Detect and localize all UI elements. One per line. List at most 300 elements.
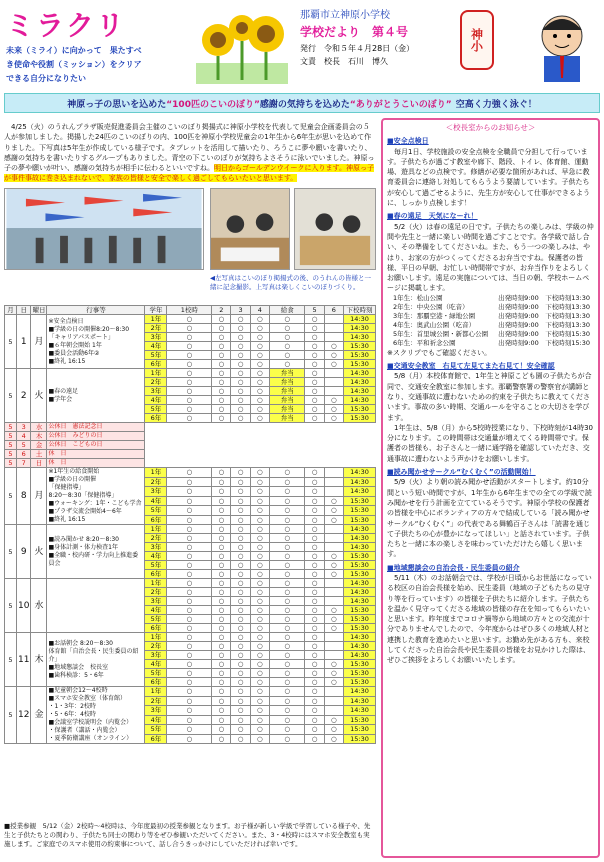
period-cell bbox=[324, 477, 343, 487]
lunch-cell: ○ bbox=[269, 669, 305, 678]
period-cell: ○ bbox=[250, 468, 269, 478]
day-cell: 8 bbox=[17, 468, 31, 525]
month-cell: 5 bbox=[5, 525, 17, 579]
period-cell: ○ bbox=[250, 414, 269, 423]
period-cell: ○ bbox=[324, 570, 343, 579]
event-cell bbox=[47, 579, 145, 633]
period-cell: ○ bbox=[231, 324, 250, 333]
period-cell: ○ bbox=[231, 315, 250, 324]
lunch-cell: ○ bbox=[269, 342, 305, 351]
dismissal-time-cell: 15:30 bbox=[344, 660, 376, 669]
period-cell: ○ bbox=[231, 369, 250, 378]
period-cell: ○ bbox=[167, 414, 212, 423]
period-cell: ○ bbox=[231, 496, 250, 506]
period-cell: ○ bbox=[231, 525, 250, 534]
grade-cell: 1年 bbox=[145, 369, 167, 378]
lunch-cell: ○ bbox=[269, 515, 305, 525]
period-cell: ○ bbox=[212, 333, 231, 342]
period-cell: ○ bbox=[167, 405, 212, 414]
grade-cell: 2年 bbox=[145, 588, 167, 597]
schedule-table bbox=[4, 305, 376, 744]
period-cell: ○ bbox=[231, 506, 250, 516]
period-cell: ○ bbox=[212, 468, 231, 478]
issue-info bbox=[300, 6, 450, 86]
period-cell: ○ bbox=[212, 706, 231, 716]
list-item: 1年生：松山公園 出発時刻9:00 下校時刻13:30 bbox=[393, 293, 590, 302]
period-cell bbox=[324, 543, 343, 552]
period-cell: ○ bbox=[250, 487, 269, 497]
dismissal-time-cell: 15:30 bbox=[344, 405, 376, 414]
period-cell: ○ bbox=[250, 496, 269, 506]
event-cell: ※安全点検日 ■学級の日の開催8:20〜8:30 「キャリアパスポート」 ■６年朝会開始 1年 ■委員会活動6年② ■終礼 16:15 bbox=[47, 315, 145, 369]
period-cell: ○ bbox=[167, 597, 212, 606]
period-cell bbox=[324, 468, 343, 478]
weekday-cell: 木 bbox=[31, 633, 47, 687]
period-cell: ○ bbox=[324, 606, 343, 615]
lunch-cell: ○ bbox=[269, 552, 305, 561]
period-cell: ○ bbox=[250, 405, 269, 414]
period-cell: ○ bbox=[167, 315, 212, 324]
period-cell: ○ bbox=[324, 414, 343, 423]
lunch-cell: ○ bbox=[269, 315, 305, 324]
period-cell: ○ bbox=[212, 477, 231, 487]
dismissal-time-cell: 14:30 bbox=[344, 706, 376, 716]
notice-paragraph: 5/9（火）より朝の読み聞かせ活動がスタートします。約10分間という短い時間ですが、1年生から6年生までの全ての学級で読み聞かせを行う計画を立てているそうです。神原小学校の保護者の皆様を中心にボランティアの方々で結成している「読み聞かせサークル“むくむく”」の代表である舞鶴百子さんは「読書を通じて子供たちの心が豊かになってほしい」と話されています。子供たちと一緒に本の楽しさを味わっていただけたら嬉しく思います。 bbox=[387, 478, 592, 559]
period-cell bbox=[324, 579, 343, 588]
tagline: 未来（ミライ）に向かって 果たすべ き使命や役割（ミッション）をクリア できる自分になりたい bbox=[6, 46, 142, 83]
period-cell: ○ bbox=[167, 678, 212, 687]
period-cell: ○ bbox=[231, 378, 250, 387]
period-cell: ○ bbox=[167, 369, 212, 378]
period-cell: ○ bbox=[231, 351, 250, 360]
holiday-row: 5 6 土 休 日 bbox=[5, 450, 376, 459]
period-cell: ○ bbox=[324, 624, 343, 633]
school-seal: 神小 bbox=[460, 10, 494, 70]
period-cell: ○ bbox=[250, 396, 269, 405]
lunch-cell: ○ bbox=[269, 588, 305, 597]
period-cell: ○ bbox=[167, 651, 212, 660]
dismissal-time-cell: 15:30 bbox=[344, 506, 376, 516]
period-cell: ○ bbox=[250, 570, 269, 579]
period-cell: ○ bbox=[305, 468, 324, 478]
day-cell: 9 bbox=[17, 525, 31, 579]
period-cell: ○ bbox=[167, 496, 212, 506]
period-cell: ○ bbox=[212, 369, 231, 378]
period-cell bbox=[324, 696, 343, 706]
dismissal-time-cell: 14:30 bbox=[344, 543, 376, 552]
lunch-cell: ○ bbox=[269, 642, 305, 651]
period-cell: ○ bbox=[231, 715, 250, 725]
period-cell: ○ bbox=[250, 588, 269, 597]
lunch-cell: ○ bbox=[269, 534, 305, 543]
lunch-cell: ○ bbox=[269, 525, 305, 534]
period-cell: ○ bbox=[305, 651, 324, 660]
period-cell: ○ bbox=[305, 687, 324, 697]
dismissal-time-cell: 15:30 bbox=[344, 351, 376, 360]
day-cell: 1 bbox=[17, 315, 31, 369]
period-cell: ○ bbox=[167, 687, 212, 697]
classroom-photo bbox=[294, 188, 376, 270]
period-cell: ○ bbox=[212, 597, 231, 606]
period-cell: ○ bbox=[324, 678, 343, 687]
period-cell: ○ bbox=[231, 725, 250, 735]
period-cell: ○ bbox=[250, 606, 269, 615]
grade-cell: 3年 bbox=[145, 487, 167, 497]
period-cell: ○ bbox=[231, 579, 250, 588]
table-row bbox=[5, 579, 376, 588]
table-row bbox=[5, 525, 376, 534]
weekday-cell: 月 bbox=[31, 315, 47, 369]
notice-paragraph: 5/2（火）は春の遠足の日です。子供たちの楽しみは、学級の仲間や先生と一緒に楽しい時間を過ごすことです。各学級で話し合い、その準備をしてくださいね。また、もう一つの楽しみは、やはり、お家の方がつくってくださるお弁当ですね。保護者の皆様、平日の早朝、お忙しい時間帯ですが、お弁当作りをよろしくお願いします。遠足の実施については、当日の朝、学校ホームページに掲載します。 bbox=[387, 222, 594, 293]
period-cell: ○ bbox=[167, 725, 212, 735]
period-cell: ○ bbox=[305, 487, 324, 497]
grade-cell: 6年 bbox=[145, 360, 167, 369]
lunch-cell: ○ bbox=[269, 543, 305, 552]
period-cell: ○ bbox=[250, 633, 269, 642]
notice-heading: ■春の遠足 天気になーれ！ bbox=[387, 212, 478, 221]
period-cell: ○ bbox=[305, 405, 324, 414]
issue-title: 学校だより 第４号 bbox=[300, 25, 409, 39]
period-cell: ○ bbox=[212, 525, 231, 534]
period-cell: ○ bbox=[231, 706, 250, 716]
period-cell: ○ bbox=[324, 396, 343, 405]
dismissal-time-cell: 14:30 bbox=[344, 477, 376, 487]
period-cell: ○ bbox=[212, 342, 231, 351]
grade-cell: 5年 bbox=[145, 351, 167, 360]
period-cell: ○ bbox=[250, 387, 269, 396]
dismissal-time-cell: 15:30 bbox=[344, 669, 376, 678]
period-cell: ○ bbox=[305, 369, 324, 378]
period-cell: ○ bbox=[305, 351, 324, 360]
grade-cell: 2年 bbox=[145, 324, 167, 333]
dismissal-time-cell: 15:30 bbox=[344, 552, 376, 561]
period-cell: ○ bbox=[212, 660, 231, 669]
period-cell: ○ bbox=[212, 651, 231, 660]
issue-date: 発行 令和５年４月28日（金） bbox=[300, 44, 415, 53]
period-cell: ○ bbox=[167, 588, 212, 597]
lunch-cell: ○ bbox=[269, 506, 305, 516]
period-cell: ○ bbox=[324, 496, 343, 506]
period-cell: ○ bbox=[231, 333, 250, 342]
dismissal-time-cell: 14:30 bbox=[344, 534, 376, 543]
list-item: 4年生：奥武山公園（吃音） 出発時刻9:00 下校時刻13:30 bbox=[393, 320, 590, 329]
period-cell: ○ bbox=[250, 624, 269, 633]
grade-cell: 4年 bbox=[145, 342, 167, 351]
principal-mascot-icon bbox=[530, 8, 594, 84]
period-cell bbox=[324, 387, 343, 396]
period-cell: ○ bbox=[212, 360, 231, 369]
period-cell: ○ bbox=[305, 660, 324, 669]
period-cell: ○ bbox=[231, 633, 250, 642]
period-cell: ○ bbox=[167, 734, 212, 744]
grade-cell: 4年 bbox=[145, 396, 167, 405]
dismissal-time-cell: 14:30 bbox=[344, 487, 376, 497]
dismissal-time-cell: 14:30 bbox=[344, 651, 376, 660]
grade-cell: 3年 bbox=[145, 706, 167, 716]
notice-paragraph: 1年生は、5/8（月）から5校時授業になり、下校時刻が14時30分になります。この時間帯は交通量が増えてくる時間帯です。保護者の皆様も、お子さんと一緒に通学路を確認していただき、交通事故に遭わないよう声かけをお願いします。 bbox=[387, 423, 593, 463]
grade-cell: 6年 bbox=[145, 414, 167, 423]
dismissal-time-cell: 15:30 bbox=[344, 678, 376, 687]
notices-body bbox=[387, 136, 594, 665]
period-cell: ○ bbox=[167, 669, 212, 678]
dismissal-time-cell: 15:30 bbox=[344, 624, 376, 633]
header bbox=[0, 0, 604, 90]
period-cell bbox=[324, 378, 343, 387]
notice-heading: ■読み聞かせサークル“むくむく”の活動開始！ bbox=[387, 468, 536, 477]
period-cell: ○ bbox=[231, 561, 250, 570]
dismissal-time-cell: 15:30 bbox=[344, 734, 376, 744]
period-cell: ○ bbox=[250, 315, 269, 324]
month-cell: 5 bbox=[5, 687, 17, 744]
period-cell: ○ bbox=[305, 543, 324, 552]
period-cell: ○ bbox=[305, 534, 324, 543]
period-cell: ○ bbox=[250, 715, 269, 725]
month-cell: 5 bbox=[5, 579, 17, 633]
lunch-cell: ○ bbox=[269, 561, 305, 570]
period-cell: ○ bbox=[305, 387, 324, 396]
sunflower-illustration bbox=[196, 8, 288, 84]
grade-cell: 4年 bbox=[145, 660, 167, 669]
period-cell: ○ bbox=[231, 405, 250, 414]
grade-cell: 2年 bbox=[145, 378, 167, 387]
period-cell: ○ bbox=[250, 552, 269, 561]
dismissal-time-cell: 14:30 bbox=[344, 588, 376, 597]
grade-cell: 3年 bbox=[145, 651, 167, 660]
period-cell: ○ bbox=[231, 687, 250, 697]
period-cell: ○ bbox=[231, 487, 250, 497]
period-cell: ○ bbox=[250, 561, 269, 570]
holiday-safety-note: 明日からゴールデンウイークに入ります。神原っ子が事件事故に巻き込まれないで、家族の皆様と安全で楽しく過ごしてもらいたいと思います。 bbox=[4, 164, 374, 183]
period-cell: ○ bbox=[324, 405, 343, 414]
notice-paragraph: 5/8（月）本校体育館で、1年生と神原こども園の子供たちが合同で、交通安全教室に参加します。那覇警察署の警察官が講師となり、交通事故に遭わないための約束を子供たちに教えてくださいます。事故の多い時期、交通ルールを守ることの大切さを学びます。 bbox=[387, 372, 592, 422]
period-cell: ○ bbox=[324, 715, 343, 725]
schedule-header-row: 月 日 曜日 行事等 学年 1校時 2 3 4 給食 5 6 下校時刻 bbox=[5, 306, 376, 315]
period-cell: ○ bbox=[305, 734, 324, 744]
period-cell: ○ bbox=[212, 696, 231, 706]
holiday-name: 休 日 bbox=[47, 459, 145, 468]
period-cell: ○ bbox=[250, 669, 269, 678]
dismissal-time-cell: 14:30 bbox=[344, 579, 376, 588]
period-cell: ○ bbox=[250, 342, 269, 351]
lunch-cell: ○ bbox=[269, 696, 305, 706]
grade-cell: 1年 bbox=[145, 468, 167, 478]
period-cell: ○ bbox=[250, 579, 269, 588]
period-cell: ○ bbox=[231, 570, 250, 579]
period-cell bbox=[324, 534, 343, 543]
notice-heading: ■地域懇談会の自治会長・民生委員の紹介 bbox=[387, 563, 520, 572]
grade-cell: 6年 bbox=[145, 734, 167, 744]
period-cell bbox=[324, 324, 343, 333]
table-row bbox=[5, 633, 376, 642]
period-cell: ○ bbox=[324, 506, 343, 516]
period-cell: ○ bbox=[305, 597, 324, 606]
lunch-cell: ○ bbox=[269, 606, 305, 615]
period-cell: ○ bbox=[305, 414, 324, 423]
weekday-cell: 火 bbox=[31, 525, 47, 579]
dismissal-time-cell: 15:30 bbox=[344, 606, 376, 615]
period-cell bbox=[324, 333, 343, 342]
period-cell: ○ bbox=[231, 534, 250, 543]
period-cell: ○ bbox=[250, 351, 269, 360]
dismissal-time-cell: 14:30 bbox=[344, 468, 376, 478]
table-row bbox=[5, 687, 376, 697]
notice-paragraph: 毎月1日、学校施設の安全点検を全職員で分担して行っています。子供たちが過ごす教室や廊下、階段、トイレ、体育館、運動場、遊具などの点検です。修繕が必要な箇所があれば、早急に教育委員会に連絡し対処してもらうよう要請しています。子供たちが安心して過ごせるように、先生方が安心して仕事ができるように、しっかり点検します！ bbox=[387, 147, 590, 208]
period-cell: ○ bbox=[212, 534, 231, 543]
period-cell: ○ bbox=[212, 734, 231, 744]
period-cell: ○ bbox=[250, 515, 269, 525]
dismissal-time-cell: 15:30 bbox=[344, 715, 376, 725]
grade-cell: 4年 bbox=[145, 496, 167, 506]
period-cell: ○ bbox=[231, 615, 250, 624]
period-cell: ○ bbox=[231, 660, 250, 669]
lunch-cell: ○ bbox=[269, 624, 305, 633]
table-row bbox=[5, 468, 376, 478]
lunch-cell: ○ bbox=[269, 651, 305, 660]
period-cell: ○ bbox=[167, 525, 212, 534]
lunch-cell: ○ bbox=[269, 570, 305, 579]
lunch-cell: ○ bbox=[269, 715, 305, 725]
holiday-name: 公休日 憲法記念日 bbox=[47, 423, 145, 432]
period-cell: ○ bbox=[167, 378, 212, 387]
period-cell: ○ bbox=[305, 552, 324, 561]
period-cell: ○ bbox=[250, 725, 269, 735]
period-cell: ○ bbox=[231, 651, 250, 660]
period-cell: ○ bbox=[305, 642, 324, 651]
period-cell: ○ bbox=[250, 734, 269, 744]
lunch-cell: ○ bbox=[269, 579, 305, 588]
day-cell: 12 bbox=[17, 687, 31, 744]
table-row bbox=[5, 315, 376, 324]
dismissal-time-cell: 14:30 bbox=[344, 642, 376, 651]
grade-cell: 3年 bbox=[145, 597, 167, 606]
period-cell: ○ bbox=[212, 552, 231, 561]
dismissal-time-cell: 15:30 bbox=[344, 342, 376, 351]
table-row bbox=[5, 369, 376, 378]
schedule-body bbox=[5, 315, 376, 744]
dismissal-time-cell: 14:30 bbox=[344, 687, 376, 697]
lunch-cell: 弁当 bbox=[269, 405, 305, 414]
lunch-cell: ○ bbox=[269, 615, 305, 624]
holiday-name: 公休日 こどもの日 bbox=[47, 441, 145, 450]
period-cell: ○ bbox=[250, 615, 269, 624]
event-cell: ■春の遠足 ■学年会 bbox=[47, 369, 145, 423]
period-cell: ○ bbox=[324, 615, 343, 624]
period-cell: ○ bbox=[305, 496, 324, 506]
list-item: 2年生：中央公園（吃音） 出発時刻9:00 下校時刻13:30 bbox=[393, 302, 590, 311]
period-cell: ○ bbox=[305, 506, 324, 516]
period-cell: ○ bbox=[212, 725, 231, 735]
period-cell: ○ bbox=[212, 561, 231, 570]
period-cell bbox=[324, 706, 343, 716]
open-class-notice: ■授業参観 5/12（金）2校時〜4校時は、今年度最初の授業参観となります。お子様が新しい学級で学習している様子や、先生と子供たちとの関わり、子供たち同士の関わり等をぜひ参観いただいてください。また、3・4校時にはスマホ安全教室も実施します。ご家庭でのスマホ使用の約束事について、話し合うきっかけにしていただければ幸いです。 bbox=[4, 822, 371, 848]
lunch-cell: ○ bbox=[269, 678, 305, 687]
grade-cell: 5年 bbox=[145, 561, 167, 570]
period-cell: ○ bbox=[305, 360, 324, 369]
period-cell: ○ bbox=[305, 715, 324, 725]
period-cell: ○ bbox=[305, 678, 324, 687]
period-cell: ○ bbox=[305, 706, 324, 716]
period-cell: ○ bbox=[250, 543, 269, 552]
grade-cell: 6年 bbox=[145, 515, 167, 525]
period-cell: ○ bbox=[167, 615, 212, 624]
dismissal-time-cell: 15:30 bbox=[344, 515, 376, 525]
period-cell: ○ bbox=[212, 570, 231, 579]
period-cell: ○ bbox=[167, 477, 212, 487]
period-cell: ○ bbox=[167, 642, 212, 651]
grade-cell: 6年 bbox=[145, 624, 167, 633]
dismissal-time-cell: 15:30 bbox=[344, 570, 376, 579]
period-cell: ○ bbox=[167, 324, 212, 333]
holiday-row: 5 7 日 休 日 bbox=[5, 459, 376, 468]
period-cell: ○ bbox=[231, 414, 250, 423]
period-cell: ○ bbox=[324, 515, 343, 525]
koinobori-group-photo bbox=[4, 188, 204, 270]
period-cell: ○ bbox=[324, 669, 343, 678]
koinobori-article: 4/25（火）のうれんプラザ販売促進委員会主催のこいのぼり掲揚式に神原小学校を代表して児童会企画委員会の５人が参加しました。掲揚した24匹のこいのぼりの内、100匹を神原小学校児童会の1年生から6年生が思いを込めて作りました。下写真は5年生が作成している様子です。タブレットを活用して描いたり、ろうこに夢や願いを書いたり、感謝の気持ちを書いたりするグループもありました。青空の下こいのぼりが気持ちよさそうに泳いでいました。神原っ子の夢や願いが叶い、感謝の気持ちが相手に伝わるといいですね。明日からゴールデンウイークに入ります。神原っ子が事件事故に巻き込まれないで、家族の皆様と安全で楽しく過ごしてもらいたいと思います。 bbox=[4, 123, 375, 183]
period-cell bbox=[324, 369, 343, 378]
lunch-cell: ○ bbox=[269, 487, 305, 497]
period-cell: ○ bbox=[231, 552, 250, 561]
grade-cell: 6年 bbox=[145, 678, 167, 687]
period-cell: ○ bbox=[305, 324, 324, 333]
period-cell: ○ bbox=[231, 624, 250, 633]
period-cell: ○ bbox=[231, 597, 250, 606]
lunch-cell: ○ bbox=[269, 468, 305, 478]
period-cell: ○ bbox=[250, 651, 269, 660]
list-item: 6年生：平和祈念公園 出発時刻9:00 下校時刻15:30 bbox=[393, 338, 590, 347]
period-cell: ○ bbox=[305, 525, 324, 534]
month-cell: 5 bbox=[5, 633, 17, 687]
period-cell: ○ bbox=[231, 396, 250, 405]
notices-title: ＜校長室からのお知らせ＞ bbox=[445, 123, 536, 132]
period-cell: ○ bbox=[231, 360, 250, 369]
lunch-cell: ○ bbox=[269, 597, 305, 606]
grade-cell: 6年 bbox=[145, 570, 167, 579]
period-cell: ○ bbox=[212, 414, 231, 423]
period-cell: ○ bbox=[167, 387, 212, 396]
period-cell: ○ bbox=[167, 396, 212, 405]
notice-note: ※スクリプでもご確認ください。 bbox=[387, 348, 492, 357]
grade-cell: 3年 bbox=[145, 387, 167, 396]
period-cell: ○ bbox=[324, 552, 343, 561]
period-cell: ○ bbox=[167, 706, 212, 716]
period-cell: ○ bbox=[212, 606, 231, 615]
lunch-cell: 弁当 bbox=[269, 396, 305, 405]
period-cell: ○ bbox=[212, 387, 231, 396]
period-cell: ○ bbox=[305, 570, 324, 579]
period-cell bbox=[324, 687, 343, 697]
period-cell: ○ bbox=[324, 360, 343, 369]
period-cell: ○ bbox=[167, 579, 212, 588]
period-cell: ○ bbox=[250, 534, 269, 543]
period-cell: ○ bbox=[167, 624, 212, 633]
period-cell: ○ bbox=[212, 624, 231, 633]
weekday-cell: 水 bbox=[31, 579, 47, 633]
period-cell: ○ bbox=[167, 515, 212, 525]
grade-cell: 2年 bbox=[145, 534, 167, 543]
period-cell: ○ bbox=[212, 351, 231, 360]
lunch-cell: ○ bbox=[269, 360, 305, 369]
period-cell: ○ bbox=[324, 351, 343, 360]
lunch-cell: ○ bbox=[269, 333, 305, 342]
period-cell: ○ bbox=[212, 506, 231, 516]
lunch-cell: ○ bbox=[269, 496, 305, 506]
grade-cell: 4年 bbox=[145, 606, 167, 615]
grade-cell: 5年 bbox=[145, 615, 167, 624]
photo-area bbox=[4, 188, 376, 300]
weekday-cell: 月 bbox=[31, 468, 47, 525]
dismissal-time-cell: 14:30 bbox=[344, 333, 376, 342]
